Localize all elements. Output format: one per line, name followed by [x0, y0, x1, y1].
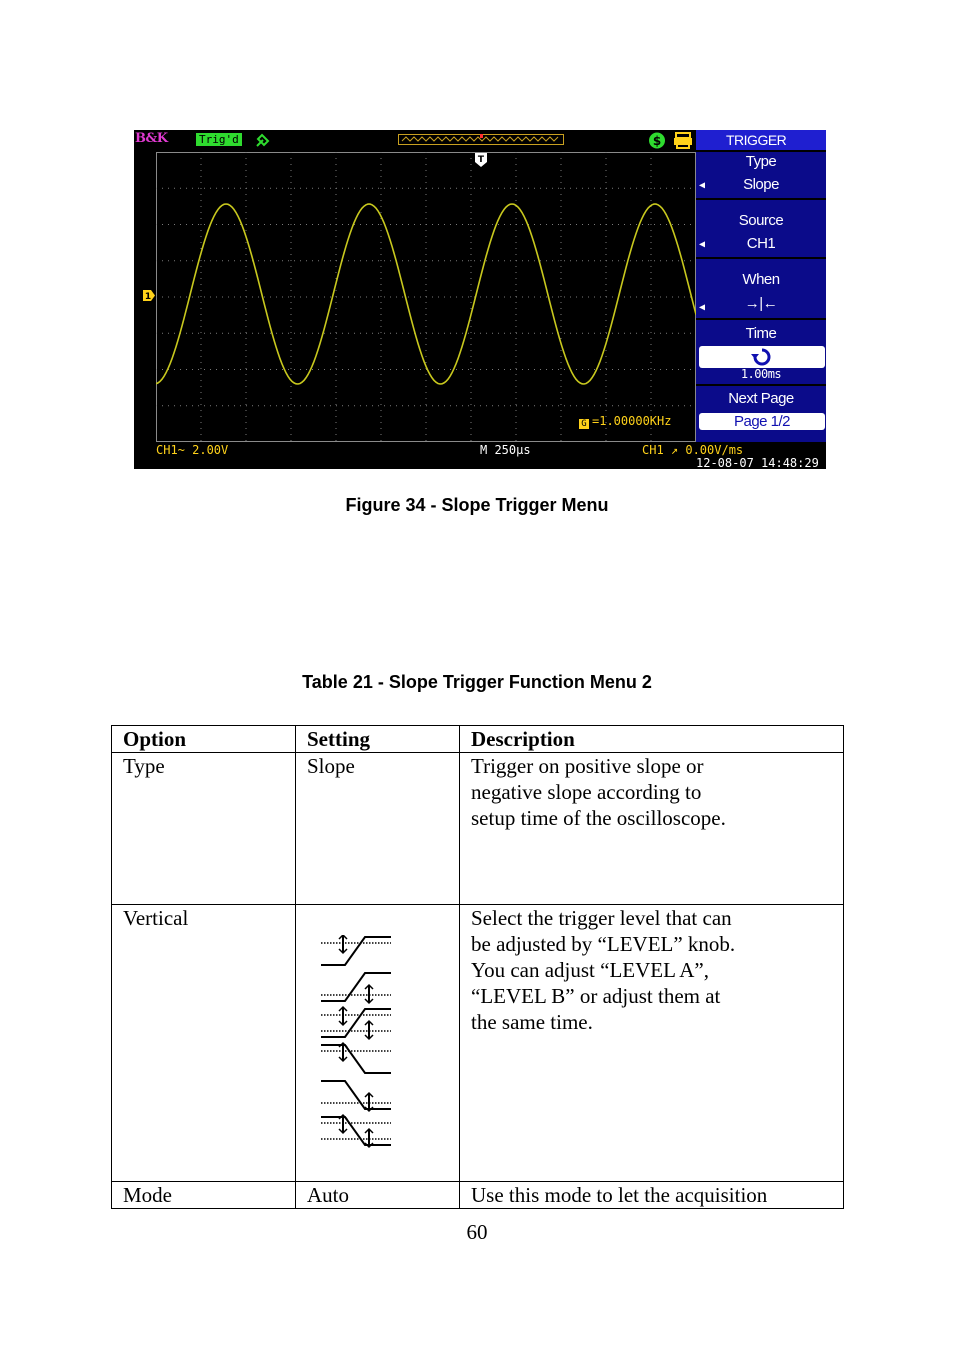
oscilloscope-screenshot: [134, 130, 826, 469]
menu-separator: [696, 257, 826, 259]
menu-title: TRIGGER: [696, 130, 826, 150]
header-option: Option: [112, 726, 296, 753]
menu-separator: [696, 150, 826, 152]
slope-level-icons: [321, 935, 397, 1153]
frequency-icon: G: [579, 419, 589, 429]
cell-option: Vertical: [112, 905, 296, 1182]
menu-label-source: Source: [738, 212, 784, 229]
menu-label-next-page: Next Page: [728, 390, 794, 407]
menu-label-time: Time: [745, 325, 777, 342]
waveform-display: [156, 152, 696, 442]
ch1-scale: CH1~ 2.00V: [156, 443, 229, 457]
cell-option: Type: [112, 753, 296, 905]
table-row: [112, 905, 844, 1182]
level-a-icon: [321, 935, 391, 965]
scope-status-bar: [134, 442, 826, 469]
level-a-fall-icon: [321, 1043, 391, 1073]
frequency-readout: [579, 414, 671, 429]
ch1-ground-marker: [142, 289, 156, 302]
menu-label-when: When: [742, 271, 780, 288]
time-adjust-knob[interactable]: [699, 346, 825, 368]
datetime: 12-08-07 14:48:29: [696, 456, 819, 469]
menu-arrow-icon: ◀: [699, 302, 706, 313]
page-number: 60: [466, 1220, 488, 1244]
timebase: M 250μs: [480, 443, 531, 457]
brand-logo: B&K: [135, 131, 168, 146]
usb-icon: [648, 132, 666, 149]
printer-icon: [673, 132, 693, 149]
menu-arrow-icon: ◀: [699, 180, 706, 191]
cell-setting-icons: [296, 905, 460, 1182]
menu-separator: [696, 318, 826, 320]
level-ab-fall-icon: [321, 1115, 391, 1147]
slope-trigger-table: [111, 725, 844, 1209]
level-b-icon: [321, 973, 391, 1003]
cell-description: Trigger on positive slope or negative slope according to setup time of the oscilloscope.: [460, 753, 844, 905]
menu-value-page[interactable]: Page 1/2: [699, 413, 825, 430]
probe-icon: [254, 131, 272, 149]
header-description: Description: [460, 726, 844, 753]
cell-description: Select the trigger level that can be adjusted by “LEVEL” knob. You can adjust “LEVEL A”, “LEVEL B” or adjust them at the same time.: [460, 905, 844, 1182]
memory-position-bar: [398, 134, 564, 145]
svg-text:T: T: [477, 155, 485, 165]
svg-text:1: 1: [144, 292, 152, 302]
svg-text:$: $: [652, 134, 662, 148]
menu-separator: [696, 198, 826, 200]
trigger-readout: CH1 ↗ 0.00V/ms: [642, 443, 744, 457]
cell-description: Use this mode to let the acquisition: [460, 1182, 844, 1209]
menu-value-time: 1.00ms: [740, 367, 782, 381]
frequency-value: =1.00000KHz: [592, 414, 672, 428]
menu-value-type[interactable]: Slope: [743, 176, 779, 193]
figure-caption: Figure 34 - Slope Trigger Menu: [345, 495, 609, 515]
table-row: [112, 753, 844, 905]
scope-top-bar: [134, 130, 696, 151]
trigger-menu: [696, 130, 826, 442]
cell-setting: Slope: [296, 753, 460, 905]
cell-option: Mode: [112, 1182, 296, 1209]
trigger-position-marker: [474, 152, 488, 168]
menu-value-source[interactable]: CH1: [746, 235, 776, 252]
rotate-knob-icon: [750, 347, 774, 367]
level-ab-icon: [321, 1007, 391, 1039]
table-row: [112, 1182, 844, 1209]
trigger-status-badge: Trig'd: [196, 133, 242, 146]
menu-value-when[interactable]: →|←: [744, 295, 778, 312]
header-setting: Setting: [296, 726, 460, 753]
menu-separator: [696, 384, 826, 386]
menu-label-type: Type: [745, 153, 777, 170]
table-header-row: [112, 726, 844, 753]
level-b-fall-icon: [321, 1081, 391, 1111]
cell-setting: Auto: [296, 1182, 460, 1209]
table-caption: Table 21 - Slope Trigger Function Menu 2: [302, 672, 652, 692]
menu-arrow-icon: ◀: [699, 239, 706, 250]
